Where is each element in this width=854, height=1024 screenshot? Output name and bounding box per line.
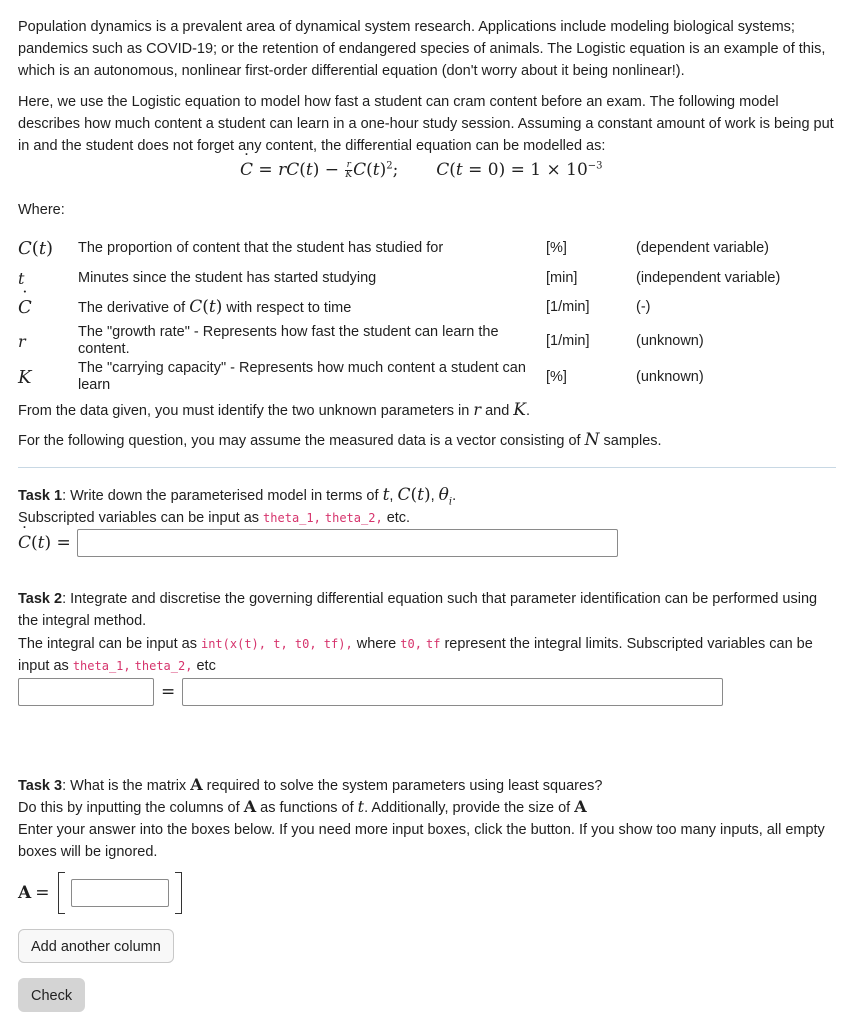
variables-table [18,232,836,395]
variable-description: The "growth rate" - Represents how fast the student can learn the content. [78,324,499,357]
intro-paragraph-2: Here, we use the Logistic equation to model how fast a student can cram content before an exam. The following model describes how much content a student can learn in a one-hour study session. Assuming a constant amount of work is being put in and the student does not forget any content, the differential equation can be modelled as: [18,94,834,154]
table-row [18,292,836,323]
task2-prompt: Task 2: Integrate and discretise the governing differential equation such that parameter identification can be performed using the integral method. [18,591,818,629]
variable-symbol: ˙ C [18,292,78,323]
task3-instruction: Do this by inputting the columns of A as functions of t. Additionally, provide the size of A [18,797,587,816]
task1-hint: Subscripted variables can be input as theta_1, theta_2, etc. [18,510,411,526]
intro-paragraph-1: Population dynamics is a prevalent area of dynamical system research. Applications include modeling biological systems; pandemics such as COVID-19; or the retention of endangered species of animals. The Logistic equation is an example of this, which is an autonomous, nonlinear first-order differential equation (don't worry about it being nonlinear!). [18,19,826,79]
variable-symbol: K [18,366,32,388]
variable-unit: [1/min] [546,299,590,315]
variable-description: Minutes since the student has started studying [78,270,377,286]
variable-note: (dependent variable) [636,240,770,256]
task3-note: Enter your answer into the boxes below. If you need more input boxes, click the button. If you show too many inputs, all empty boxes will be ignored. [18,822,825,860]
add-column-button[interactable]: Add another column [18,929,174,963]
table-row [18,265,836,292]
variable-symbol: r [18,331,26,351]
task3-prompt: Task 3: What is the matrix A required to solve the system parameters using least squares? [18,775,603,794]
section-divider [18,467,836,468]
variable-unit: [%] [546,368,567,385]
matrix-bracket-right [175,872,182,914]
samples-sentence: For the following question, you may assume the measured data is a vector consisting of N samples. [18,430,662,450]
task1-answer-input[interactable] [77,529,618,557]
matrix-column-input[interactable] [71,879,169,907]
unknowns-sentence: From the data given, you must identify the two unknown parameters in r and K. [18,400,531,420]
table-row [18,232,836,265]
task2-answer-row [18,678,723,706]
matrix-bracket-left [58,872,65,914]
variable-symbol: t [18,269,25,288]
task2-hint: The integral can be input as int(x(t), t, t0, tf), where t0, tf represent the integral limits. Subscripted variables can be input as theta_1, theta_2, etc [18,636,813,674]
variable-note: (-) [636,299,651,315]
variable-unit: [min] [546,270,578,286]
variable-symbol: C(t) [18,238,54,259]
task1-answer-row [18,529,618,559]
variable-note: (unknown) [636,332,704,349]
equals-sign: = [35,883,50,903]
table-row [18,359,836,395]
variable-description: The "carrying capacity" - Represents how much content a student can learn [78,360,526,393]
task2-rhs-input[interactable] [182,678,723,706]
variable-description: The proportion of content that the student has studied for [78,240,444,256]
variable-description: The derivative of C(t) with respect to time [78,296,352,317]
governing-equation: ˙ C = rC(t) − $\frac{r}{K}$ $C(t)^2$; $C(t = 0) = 1 \times 10^{-3}$ [240,160,660,186]
where-label: Where: [18,202,65,218]
variable-note: (unknown) [636,368,704,385]
variable-note: (independent variable) [636,270,781,286]
table-row [18,323,836,359]
task1-lhs: ˙ C(t) = [18,533,71,553]
task1-prompt: Task 1: Write down the parameterised model in terms of t, C(t), $\theta_i$. [18,485,457,508]
variable-unit: [1/min] [546,332,590,349]
check-button[interactable]: Check [18,978,85,1012]
matrix-a-label: A [18,883,32,903]
matrix-a-row [18,872,182,916]
task2-lhs-input[interactable] [18,678,154,706]
variable-unit: [%] [546,240,567,256]
equals-sign: = [161,682,176,702]
